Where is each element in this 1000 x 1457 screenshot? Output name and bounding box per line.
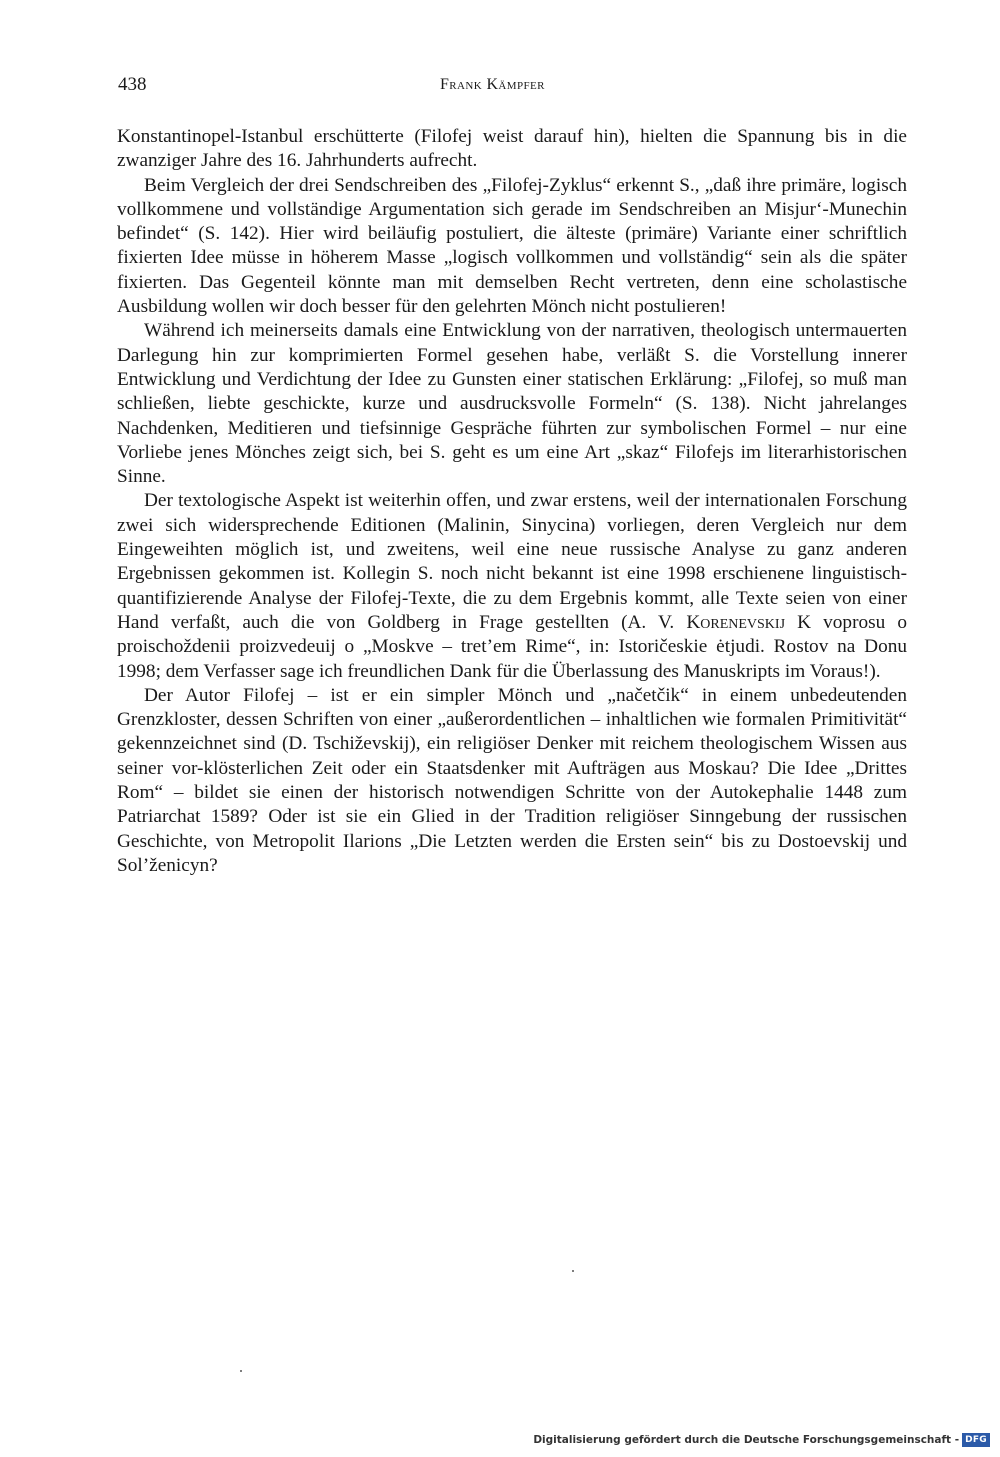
paragraph-author-question: Der Autor Filofej – ist er ein simpler Mönch und „načetčik“ in einem unbedeutenden Grenzkloster, dessen Schriften von einer „außerordentlichen – inhaltlichen wie formalen Primitivität“ gekennzeichnet sind (D. Tschiževskij), ein religiöser Denker mit reichem theologischem Wissen aus seiner vor-klösterlichen Zeit oder ein Staatsdenker mit Aufträgen aus Moskau? Die Idee „Drittes Rom“ – bildet sie einen der historisch notwendigen Schritte von der Autokephalie 1448 zum Patriarchat 1589? Oder ist sie ein Glied in der Tradition religiöser Sinngebung der russischen Geschichte, von Metropolit Ilarions „Die Letzten werden die Ersten sein“ bis zu Dostoevskij und Sol’ženicyn? — [117, 684, 907, 876]
scan-speck — [240, 1370, 242, 1372]
page-header — [118, 74, 906, 102]
paragraph-filofej-cycle: Beim Vergleich der drei Sendschreiben des „Filofej-Zyklus“ erkennt S., „daß ihre primäre, logisch vollkommene und vollständige Argumentation sich gerade im Sendschreiben an Misjur‘-Munechin befindet“ (S. 142). Hier wird beiläufig postuliert, die älteste (primäre) Variante einer schriftlich fixierten Idee müsse in höherem Masse „logisch vollkommen und vollständig“ sein als die später fixierten. Das Gegenteil könnte man mit demselben Recht vertreten, denn eine scholastische Ausbildung wollen wir doch besser für den gelehrten Mönch nicht postulieren! — [117, 174, 907, 318]
paragraph-textology-part-2: K voprosu o proischoždenii proizvedeuij o „Moskve – tret’em Rime“, in: Istoričeskie ėtjudi. Rostov na Donu 1998; dem Verfasser sage ich freundlichen Dank für die Überlassung des Manuskripts im Voraus!). — [117, 611, 907, 682]
paragraph-development: Während ich meinerseits damals eine Entwicklung von der narrativen, theologisch untermauerten Darlegung hin zur komprimierten Formel gesehen habe, verläßt S. die Vorstellung innerer Entwicklung und Verdichtung der Idee zu Gunsten einer statischen Erklärung: „Filofej, so muß man schließen, liebte geschickte, kurze und ausdrucksvolle Formeln“ (S. 138). Nicht jahrelanges Nachdenken, Meditieren und tiefsinnige Gespräche führten zur symbolischen Formel – nur eine Vorliebe jenes Mönches zeigt sich, bei S. geht es um eine Art „skaz“ Filofejs im literarhistorischen Sinne. — [117, 320, 907, 488]
body-text — [117, 125, 907, 878]
author-name-korenevskij: Korenevskij — [686, 611, 786, 633]
page-number: 438 — [118, 74, 147, 95]
paragraph-textology — [117, 489, 907, 683]
scan-speck — [572, 1270, 574, 1272]
paragraph-continuation: Konstantinopel-Istanbul erschütterte (Filofej weist darauf hin), hielten die Spannung bis in die zwanziger Jahre des 16. Jahrhunderts aufrecht. — [117, 126, 907, 172]
running-head-author: Frank Kämpfer — [440, 76, 545, 93]
dfg-logo: DFG — [962, 1433, 990, 1447]
paragraph-textology-part-1: Der textologische Aspekt ist weiterhin offen, und zwar erstens, weil der internationalen Forschung zwei sich widersprechende Editionen (Malinin, Sinycina) vorliegen, deren Vergleich nur dem Eingeweihten möglich ist, und zweitens, weil eine neue russische Analyse zu ganz anderen Ergebnissen gekommen ist. Kollegin S. noch nicht bekannt ist eine 1998 erschienene linguistisch-quantifizierende Analyse der Filofej-Texte, die zu dem Ergebnis kommt, alle Texte seien von einer Hand verfaßt, auch die von Goldberg in Frage gestellten (A. V. — [117, 490, 907, 633]
digitization-footer — [533, 1433, 990, 1447]
digitization-note: Digitalisierung gefördert durch die Deutsche Forschungsgemeinschaft - — [533, 1434, 960, 1446]
